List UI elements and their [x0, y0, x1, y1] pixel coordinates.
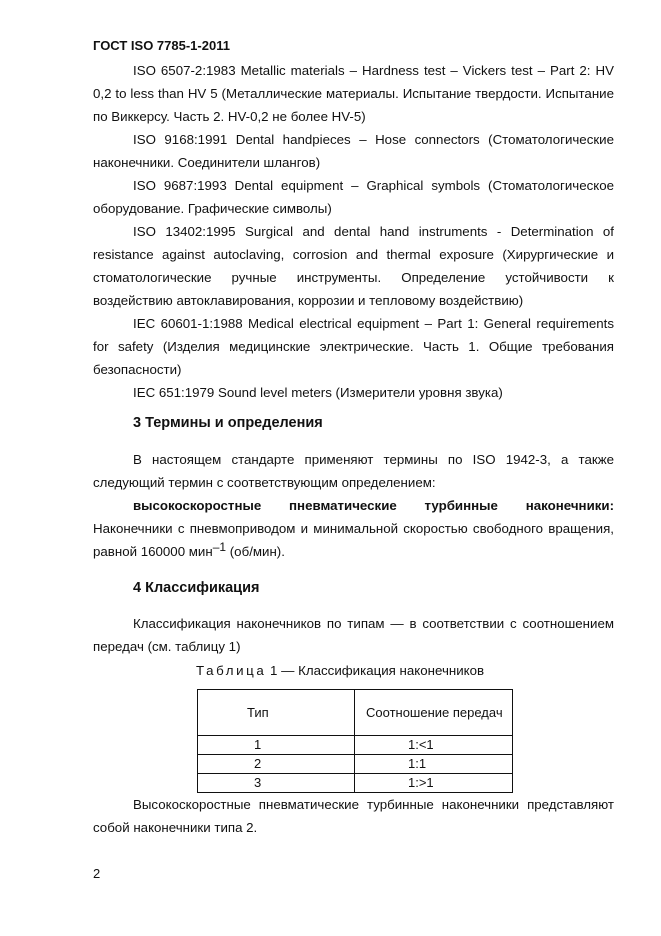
table-header-row: [198, 690, 513, 736]
superscript: –1: [212, 540, 227, 554]
page-number: 2: [93, 866, 101, 881]
table-caption: Таблица 1 — Классификация наконечников: [196, 663, 485, 678]
document-header: ГОСТ ISO 7785-1-2011: [93, 38, 230, 53]
reference-item: IEC 60601-1:1988 Medical electrical equipment – Part 1: General requirements for safety (Изделия медицинские электрические. Часть 1. Общие требования безопасности): [93, 316, 614, 377]
reference-item: IEC 651:1979 Sound level meters (Измерители уровня звука): [133, 385, 503, 400]
term-definition: Наконечники с пневмоприводом и минимальной скоростью свободного вращения, равной 160000 мин$^{-1}$ (об/мин).: [93, 521, 614, 559]
term: высокоскоростные пневматические турбинные наконечники:: [133, 498, 614, 513]
section-3-title: 3 Термины и определения: [133, 415, 323, 431]
normative-references: [93, 59, 614, 404]
reference-item: ISO 6507-2:1983 Metallic materials – Hardness test – Vickers test – Part 2: HV 0,2 to less than HV 5 (Металлические материалы. Испытание твердости. Испытание по Виккерсу. Часть 2. HV-0,2 не более HV-5): [93, 63, 614, 124]
reference-item: ISO 9168:1991 Dental handpieces – Hose connectors (Стоматологические наконечники. Соединители шлангов): [93, 132, 614, 170]
column-header-ratio: Соотношение передач: [355, 690, 513, 736]
table-cell: 1:>1: [355, 774, 513, 793]
after-table-text: Высокоскоростные пневматические турбинные наконечники представляют собой наконечники типа 2.: [93, 797, 614, 835]
reference-item: ISO 9687:1993 Dental equipment – Graphical symbols (Стоматологическое оборудование. Графические символы): [93, 178, 614, 216]
table-row: [198, 774, 513, 793]
classification-table: [197, 689, 513, 793]
table-cell: 3: [198, 774, 355, 793]
section-4-title: 4 Классификация: [133, 580, 260, 596]
table-row: [198, 755, 513, 774]
table-cell: 1:1: [355, 755, 513, 774]
section-3-intro: В настоящем стандарте применяют термины по ISO 1942-3, а также следующий термин с соответствующим определением:: [93, 452, 614, 490]
page-content: [93, 59, 614, 839]
table-row: [198, 736, 513, 755]
table-cell: 1: [198, 736, 355, 755]
table-cell: 2: [198, 755, 355, 774]
table-cell: 1:<1: [355, 736, 513, 755]
column-header-type: Тип: [198, 690, 355, 736]
reference-item: ISO 13402:1995 Surgical and dental hand instruments - Determination of resistance against autoclaving, corrosion and thermal exposure (Хирургические и стоматологические ручные инструменты. Определение устойчивости к воздействию автоклавирования, коррозии и тепловому воздействию): [93, 224, 614, 308]
section-4-intro: Классификация наконечников по типам — в соответствии с соотношением передач (см. таблицу 1): [93, 616, 614, 654]
